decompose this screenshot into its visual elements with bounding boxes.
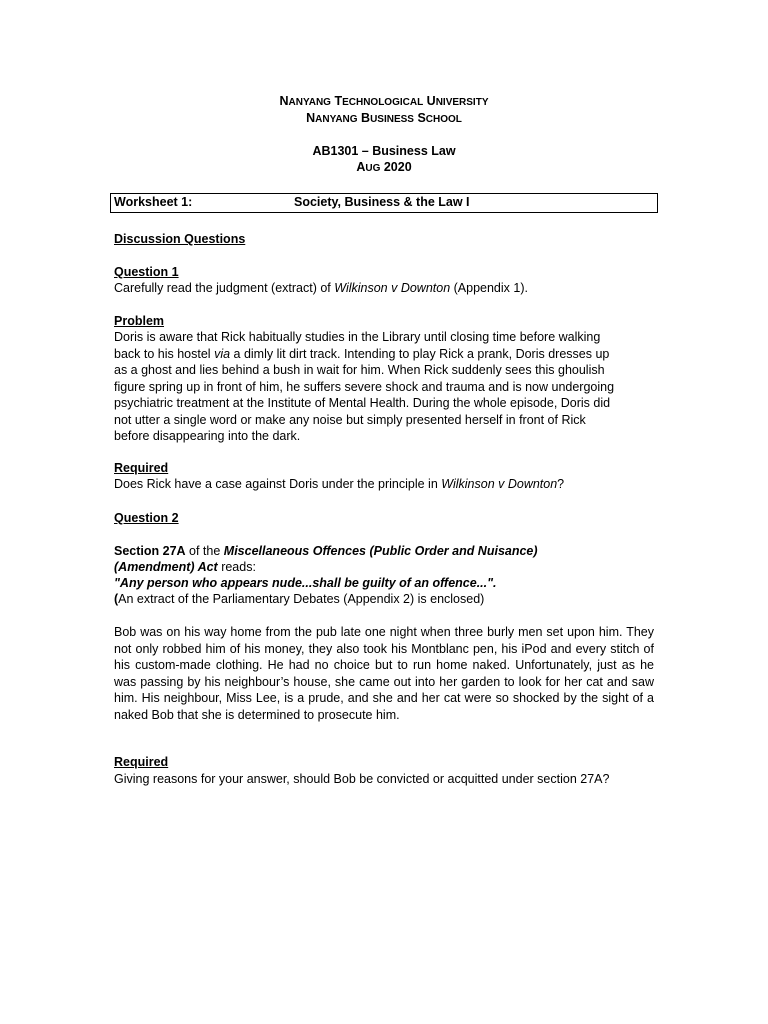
problem-line: psychiatric treatment at the Institute of Mental Health. During the whole episode, Doris did — [114, 396, 611, 410]
question-2-heading: Question 2 — [114, 511, 179, 525]
required-2-heading: Required — [114, 755, 169, 769]
question-1-text: Carefully read the judgment (extract) of Wilkinson v Downton (Appendix 1). — [114, 281, 528, 295]
discussion-heading: Discussion Questions — [114, 232, 246, 246]
problem-line: before disappearing into the dark. — [114, 429, 301, 443]
statute-line-1: Section 27A of the Miscellaneous Offences (Public Order and Nuisance) — [114, 544, 538, 558]
problem-line: as a ghost and lies behind a bush in wait for him. When Rick suddenly sees this ghoulish — [114, 363, 605, 377]
course-term: AUG 2020 — [356, 160, 412, 174]
problem-line: not utter a single word or make any noise but simply presented herself in front of Rick — [114, 412, 586, 427]
required-1-text: Does Rick have a case against Doris under the principle in Wilkinson v Downton? — [114, 477, 565, 491]
problem-heading: Problem — [114, 314, 165, 328]
worksheet-banner — [110, 193, 658, 213]
course-title: AB1301 – Business Law — [312, 144, 456, 158]
worksheet-number: Worksheet 1: — [114, 195, 193, 209]
university-name: NANYANG TECHNOLOGICAL UNIVERSITY — [279, 94, 489, 108]
problem-text — [114, 329, 654, 445]
scenario-text: Bob was on his way home from the pub late one night when three burly men set upon him. They not only robbed him of his money, they also took his Montblanc pen, his iPod and every stitch of his custom-made clothing. He had no choice but to run home naked. Unfortunately, just as he was passing by his neighbour’s house, she came out into her garden to look for her cat and saw him. His neighbour, Miss Lee, is a prude, and she and her cat were so shocked by the sight of a naked Bob that she is determined to prosecute him. — [114, 625, 654, 722]
appendix-note: (An extract of the Parliamentary Debates (Appendix 2) is enclosed) — [114, 592, 485, 606]
required-1-heading: Required — [114, 461, 169, 475]
statute-quote: "Any person who appears nude...shall be guilty of an offence...". — [114, 576, 497, 590]
problem-line: Doris is aware that Rick habitually studies in the Library until closing time before walking — [114, 330, 601, 344]
statute-line-2: (Amendment) Act reads: — [114, 560, 256, 574]
required-2-text: Giving reasons for your answer, should Bob be convicted or acquitted under section 27A? — [114, 772, 610, 786]
problem-line: back to his hostel via a dimly lit dirt track. Intending to play Rick a prank, Doris dresses up — [114, 346, 610, 361]
problem-line: figure spring up in front of him, he suffers severe shock and trauma and is now undergoing — [114, 379, 615, 394]
school-name: NANYANG BUSINESS SCHOOL — [306, 111, 462, 125]
question-1-heading: Question 1 — [114, 265, 179, 279]
worksheet-title: Society, Business & the Law I — [294, 195, 470, 209]
